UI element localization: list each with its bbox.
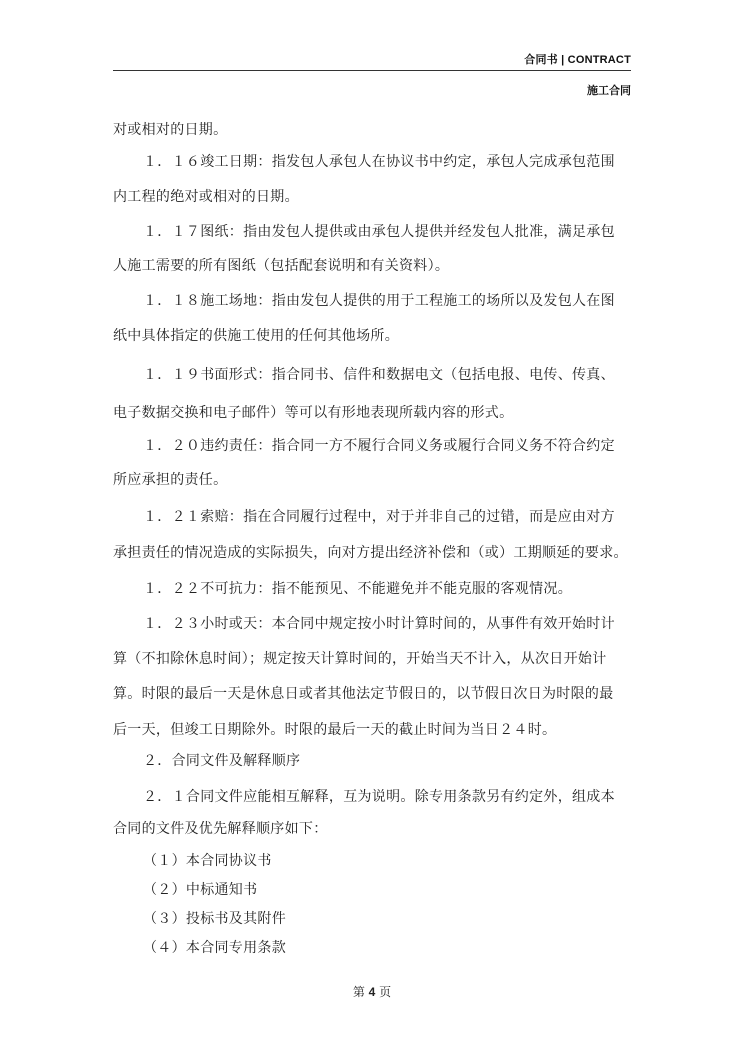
text-line: １．１６竣工日期：指发包人承包人在协议书中约定，承包人完成承包范围: [143, 154, 615, 170]
page-suffix: 页: [379, 985, 392, 999]
list-item: （３）投标书及其附件: [143, 911, 286, 927]
text-line: 内工程的绝对或相对的日期。: [113, 189, 299, 205]
text-line: 电子数据交换和电子邮件）等可以有形地表现所载内容的形式。: [113, 405, 514, 421]
list-item: （２）中标通知书: [143, 882, 258, 898]
page-number: 4: [368, 985, 376, 999]
header-divider: [113, 70, 631, 71]
list-item: （４）本合同专用条款: [143, 940, 286, 956]
text-line: 后一天，但竣工日期除外。时限的最后一天的截止时间为当日２４时。: [113, 722, 557, 738]
page-footer: [0, 983, 744, 1000]
text-line: 纸中具体指定的供施工使用的任何其他场所。: [113, 328, 399, 344]
text-line: ２．１合同文件应能相互解释，互为说明。除专用条款另有约定外，组成本: [143, 789, 615, 805]
header-title: 合同书 | CONTRACT: [524, 54, 631, 66]
text-line: 人施工需要的所有图纸（包括配套说明和有关资料）。: [113, 258, 450, 274]
text-line: １．１８施工场地：指由发包人提供的用于工程施工的场所以及发包人在图: [143, 293, 615, 309]
text-line: １．１７图纸：指由发包人提供或由承包人提供并经发包人批准，满足承包: [143, 224, 615, 240]
text-line: １．２１索赔：指在合同履行过程中，对于并非自己的过错，而是应由对方: [143, 509, 615, 525]
text-line: 合同的文件及优先解释顺序如下：: [113, 821, 328, 837]
list-item: （１）本合同协议书: [143, 853, 272, 869]
text-line: １．２３小时或天：本合同中规定按小时计算时间的，从事件有效开始时计: [143, 616, 615, 632]
text-line: 所应承担的责任。: [113, 472, 228, 488]
text-line: 对或相对的日期。: [113, 122, 228, 138]
text-line: １．２０违约责任：指合同一方不履行合同义务或履行合同义务不符合约定: [143, 438, 615, 454]
header-subtitle: 施工合同: [587, 85, 631, 97]
text-line: １．１９书面形式：指合同书、信件和数据电文（包括电报、电传、传真、: [143, 367, 615, 383]
page-prefix: 第: [352, 985, 365, 999]
text-line: 算（不扣除休息时间）；规定按天计算时间的，开始当天不计入，从次日开始计: [113, 651, 607, 667]
section-heading: ２．合同文件及解释顺序: [143, 753, 301, 769]
text-line: 算。时限的最后一天是休息日或者其他法定节假日的，以节假日次日为时限的最: [113, 686, 614, 702]
text-line: 承担责任的情况造成的实际损失，向对方提出经济补偿和（或）工期顺延的要求。: [113, 545, 628, 561]
text-line: １．２２不可抗力：指不能预见、不能避免并不能克服的客观情况。: [143, 581, 572, 597]
